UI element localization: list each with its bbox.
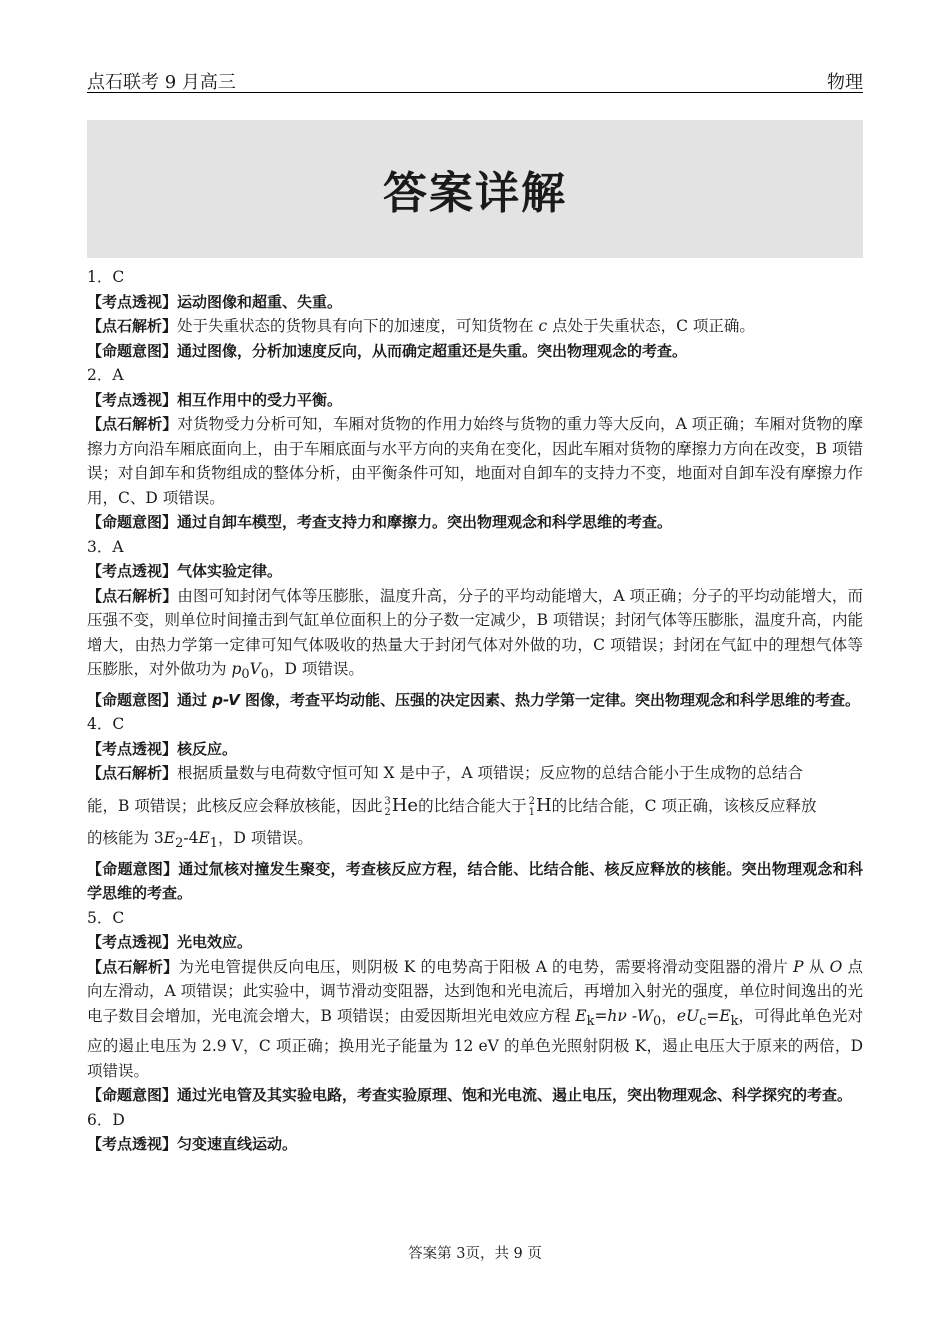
q4-jiexi: 【点石解析】根据质量数与电荷数守恒可知 X 是中子，A 项错误；反应物的总结合能小于生成物的总结合 能，B 项错误；此核反应会释放核能，因此 3 2 He的比结合能大于 2 1 H的比结合能，C 项正确，该核反应释放 的核能为 $3E_2-4E_1$，D 项错误。 [87,764,817,852]
q1-answer: 1．C [87,268,125,286]
q1-yitu: 【命题意图】通过图像，分析加速度反向，从而确定超重还是失重。突出物理观念的考查。 [87,341,688,360]
answer-content [87,265,863,1157]
header-exam-name: 点石联考 9 月高三 [87,72,236,93]
title-banner [87,120,863,258]
q3-kaodian: 【考点透视】气体实验定律。 [87,562,283,580]
q4-kaodian: 【考点透视】核反应。 [87,739,238,758]
q2-jiexi: 【点石解析】对货物受力分析可知，车厢对货物的作用力始终与货物的重力等大反向，A 项正确；车厢对货物的摩擦力方向沿车厢底面向上，由于车厢底面与水平方向的夹角在变化，因此车厢对货物的摩擦力方向在改变，B 项错误；对自卸车和货物组成的整体分析，由平衡条件可知，地面对自卸车的支持力不变，地面对自卸车没有摩擦力作用，C、D 项错误。 [87,415,863,507]
q2-kaodian: 【考点透视】相互作用中的受力平衡。 [87,390,343,409]
header-subject: 物理 [827,72,863,93]
q1-jiexi: 【点石解析】处于失重状态的货物具有向下的加速度，可知货物在 c 点处于失重状态，C 项正确。 [87,317,755,335]
q2-yitu: 【命题意图】通过自卸车模型，考查支持力和摩擦力。突出物理观念和科学思维的考查。 [87,513,673,531]
q3-answer: 3．A [87,537,124,556]
q1-kaodian: 【考点透视】运动图像和超重、失重。 [87,292,343,311]
q5-jiexi: 【点石解析】为光电管提供反向电压，则阴极 K 的电势高于阳极 A 的电势，需要将滑动变阻器的滑片 P 从 O 点向左滑动，A 项错误；此实验中，调节滑动变阻器，达到饱和光电流后，再增加入射光的强度，单位时间逸出的光电子数目会增加，光电流会增大，B 项错误；由爱因斯坦光电效应方程 $E_k=h\nu$ $-W_0$，$eU_c=E_k$，可得此单色光对应的遏止电压为 2.9 V，C 项正确；换用光子能量为 12 eV 的单色光照射阴极 K，遏止电压大于原来的两倍，D 项错误。 [87,957,863,1080]
q3-yitu: 【命题意图】通过 p-V 图像，考查平均动能、压强的决定因素、热力学第一定律。突出物理观念和科学思维的考查。 [87,690,860,709]
q6-kaodian: 【考点透视】匀变速直线运动。 [87,1135,298,1154]
deuterium-isotope: 2 1 [528,795,535,818]
q5-kaodian: 【考点透视】光电效应。 [87,933,253,952]
page-title: 答案详解 [383,168,567,219]
page-header [87,68,863,93]
q4-answer: 4．C [87,715,125,734]
q5-answer: 5．C [87,908,125,927]
q2-answer: 2．A [87,366,124,384]
q3-jiexi: 【点石解析】由图可知封闭气体等压膨胀，温度升高，分子的平均动能增大，A 项正确；分子的平均动能增大，而压强不变，则单位时间撞击到气缸单位面积上的分子数一定减少，B 项错误；封闭气体等压膨胀，温度升高，内能增大，由热力学第一定律可知气体吸收的热量大于封闭气体对外做的功，C 项错误；封闭在气缸中的理想气体等压膨胀，对外做功为 $p_0V_0$，D 项错误。 [87,586,863,683]
q5-yitu: 【命题意图】通过光电管及其实验电路，考查实验原理、饱和光电流、遏止电压，突出物理观念、科学探究的考查。 [87,1086,853,1105]
helium-isotope: 3 2 [384,795,391,818]
q4-yitu: 【命题意图】通过氚核对撞发生聚变，考查核反应方程，结合能、比结合能、核反应释放的核能。突出物理观念和科学思维的考查。 [87,859,863,903]
page-footer: 答案第 3页，共 9 页 [408,1246,542,1262]
q6-answer: 6．D [87,1110,125,1129]
